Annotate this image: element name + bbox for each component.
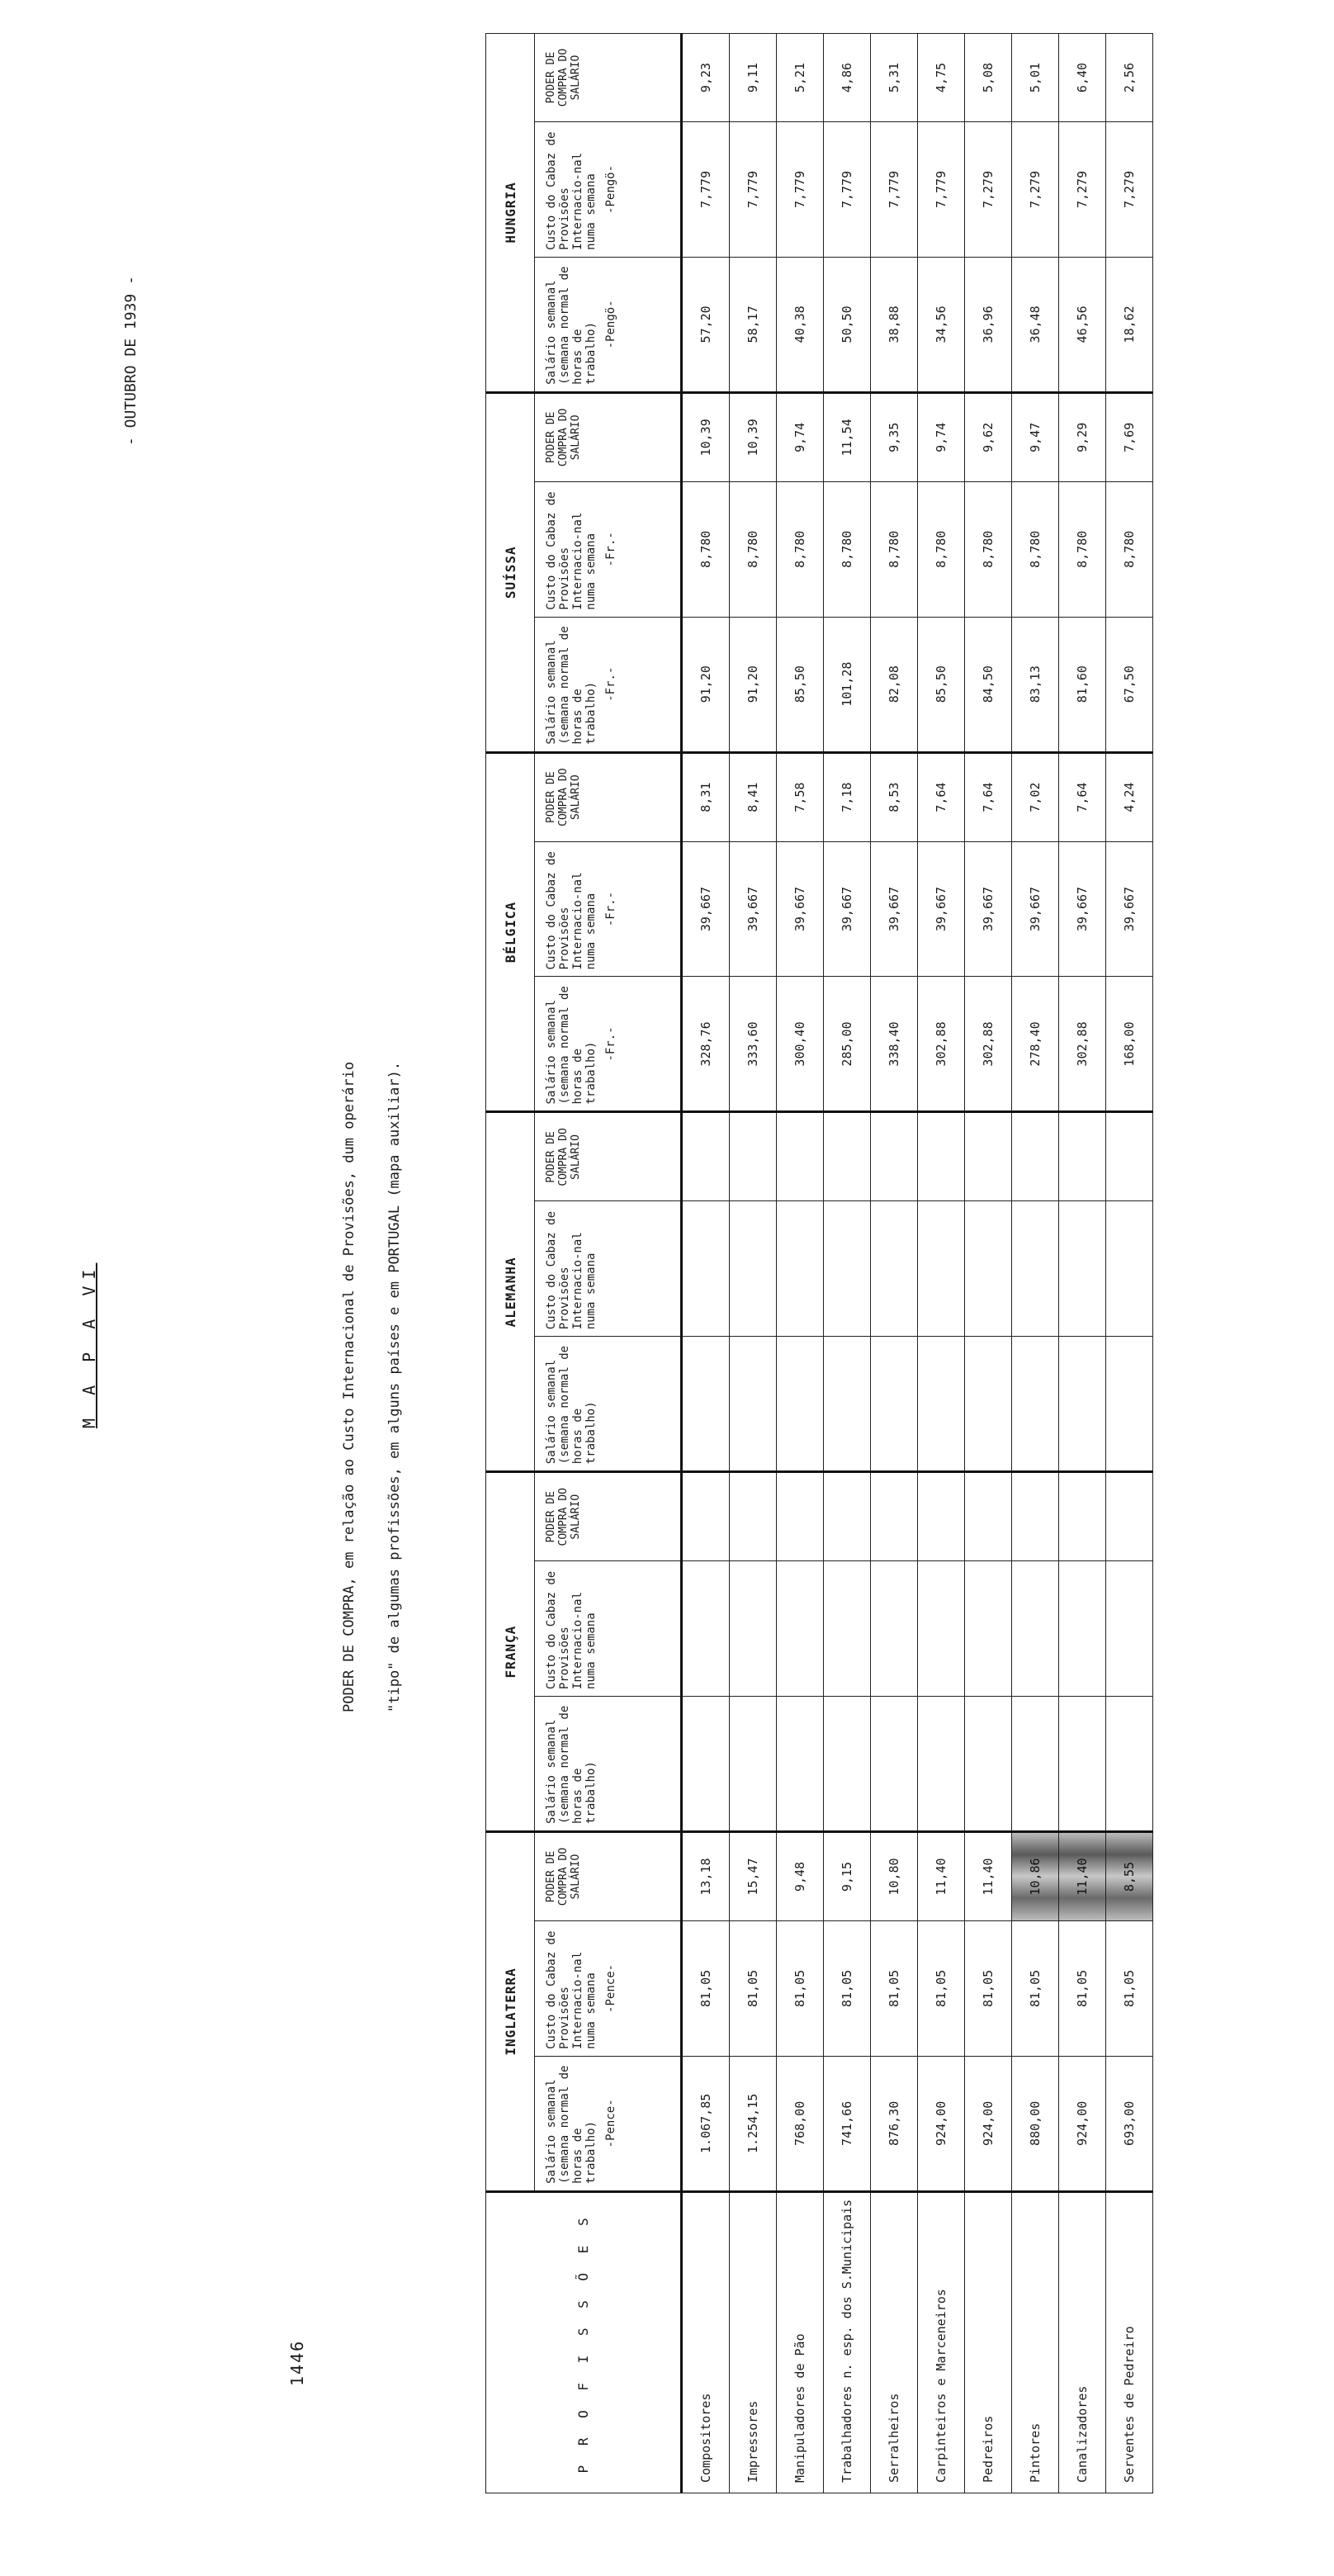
- value-cell: [1012, 1201, 1059, 1337]
- value-cell: [730, 1201, 777, 1337]
- value-cell: [1106, 1697, 1153, 1832]
- purchasing-power-table: [485, 33, 1153, 2493]
- value-cell: [918, 1112, 965, 1201]
- value-cell: [730, 1697, 777, 1832]
- value-cell: [918, 1697, 965, 1832]
- value-cell: 9,62: [965, 392, 1012, 481]
- value-cell: 81,05: [824, 1921, 871, 2057]
- value-cell: 81,05: [1012, 1921, 1059, 2057]
- value-cell: [871, 1112, 918, 1201]
- value-cell: 81,05: [777, 1921, 824, 2057]
- column-header-label: Custo do Cabaz de Provisões Internacio-nal numa semana: [545, 1570, 598, 1690]
- column-header-label: PODER DE COMPRA DO SALÁRIO: [545, 768, 582, 826]
- rotated-content: [40, 33, 1294, 2543]
- value-cell: 278,40: [1012, 977, 1059, 1112]
- value-cell: 39,667: [871, 841, 918, 977]
- value-cell: [730, 1337, 777, 1472]
- column-unit: -Pence-: [604, 1963, 617, 2013]
- value-cell: 7,64: [965, 752, 1012, 841]
- value-cell: [777, 1561, 824, 1697]
- table-row: [777, 34, 824, 2493]
- value-cell: 768,00: [777, 2056, 824, 2191]
- value-cell: [871, 1561, 918, 1697]
- value-cell: 924,00: [1059, 2056, 1106, 2191]
- value-cell: 13,18: [682, 1832, 730, 1921]
- column-unit: -Fr.-: [604, 666, 617, 702]
- value-cell: 85,50: [777, 617, 824, 752]
- value-cell: 2,56: [1106, 34, 1153, 122]
- value-cell: 9,15: [824, 1832, 871, 1921]
- value-cell: [918, 1561, 965, 1697]
- table-row: [965, 34, 1012, 2493]
- value-cell: 7,779: [682, 122, 730, 258]
- value-cell: [1012, 1337, 1059, 1472]
- value-cell: 8,780: [730, 481, 777, 617]
- value-cell: 11,40: [1059, 1832, 1106, 1921]
- country-header-row: [486, 34, 535, 2493]
- value-cell: [965, 1112, 1012, 1201]
- table-row: [918, 34, 965, 2493]
- value-cell: 34,56: [918, 257, 965, 392]
- value-cell: 81,05: [871, 1921, 918, 2057]
- value-cell: 7,279: [1106, 122, 1153, 258]
- title-line-1: PODER DE COMPRA, em relação ao Custo Internacional de Provisões, dum operário: [341, 1061, 357, 1712]
- value-cell: 5,08: [965, 34, 1012, 122]
- value-cell: 7,279: [1059, 122, 1106, 258]
- profession-name: Serralheiros: [871, 2191, 918, 2493]
- value-cell: [777, 1201, 824, 1337]
- value-cell: [1059, 1112, 1106, 1201]
- value-cell: 1.254,15: [730, 2056, 777, 2191]
- value-cell: 67,50: [1106, 617, 1153, 752]
- value-cell: 39,667: [824, 841, 871, 977]
- value-cell: 8,53: [871, 752, 918, 841]
- value-cell: [1106, 1201, 1153, 1337]
- value-cell: [824, 1472, 871, 1561]
- table-row: [1012, 34, 1059, 2493]
- table-row: [871, 34, 918, 2493]
- value-cell: [1012, 1561, 1059, 1697]
- column-header-poder: [535, 1832, 682, 1921]
- country-header-franca: FRANÇA: [486, 1472, 535, 1832]
- value-cell: 7,779: [730, 122, 777, 258]
- value-cell: [1106, 1337, 1153, 1472]
- value-cell: [1059, 1697, 1106, 1832]
- value-cell: [824, 1697, 871, 1832]
- value-cell: 8,780: [777, 481, 824, 617]
- country-header-belgica: BÉLGICA: [486, 752, 535, 1112]
- value-cell: [824, 1561, 871, 1697]
- table-row: [824, 34, 871, 2493]
- column-header-label: Custo do Cabaz de Provisões Internacio-nal numa semana: [545, 131, 598, 250]
- column-header-label: Custo do Cabaz de Provisões Internacio-nal numa semana: [545, 491, 598, 610]
- value-cell: 8,780: [1059, 481, 1106, 617]
- value-cell: 10,86: [1012, 1832, 1059, 1921]
- value-cell: 8,780: [1106, 481, 1153, 617]
- value-cell: 81,60: [1059, 617, 1106, 752]
- value-cell: 5,21: [777, 34, 824, 122]
- value-cell: 91,20: [682, 617, 730, 752]
- value-cell: [871, 1472, 918, 1561]
- profession-name: Pintores: [1012, 2191, 1059, 2493]
- value-cell: 7,779: [777, 122, 824, 258]
- profession-name: Trabalhadores n. esp. dos S.Municipais: [824, 2191, 871, 2493]
- value-cell: 7,58: [777, 752, 824, 841]
- value-cell: 39,667: [965, 841, 1012, 977]
- value-cell: [1012, 1472, 1059, 1561]
- column-header-poder: [535, 752, 682, 841]
- value-cell: [682, 1472, 730, 1561]
- value-cell: 9,48: [777, 1832, 824, 1921]
- value-cell: 168,00: [1106, 977, 1153, 1112]
- value-cell: 38,88: [871, 257, 918, 392]
- value-cell: [730, 1561, 777, 1697]
- value-cell: 11,40: [918, 1832, 965, 1921]
- value-cell: 285,00: [824, 977, 871, 1112]
- value-cell: 39,667: [918, 841, 965, 977]
- value-cell: [918, 1337, 965, 1472]
- value-cell: 8,780: [824, 481, 871, 617]
- value-cell: 9,23: [682, 34, 730, 122]
- column-header-salario: [535, 977, 682, 1112]
- value-cell: 7,69: [1106, 392, 1153, 481]
- column-header-label: PODER DE COMPRA DO SALÁRIO: [545, 48, 582, 107]
- value-cell: [730, 1472, 777, 1561]
- value-cell: [965, 1697, 1012, 1832]
- value-cell: 85,50: [918, 617, 965, 752]
- value-cell: 302,88: [1059, 977, 1106, 1112]
- column-header-custo: [535, 1201, 682, 1337]
- column-header-salario: [535, 2056, 682, 2191]
- value-cell: 82,08: [871, 617, 918, 752]
- column-header-salario: [535, 617, 682, 752]
- value-cell: 8,41: [730, 752, 777, 841]
- table-body: [682, 34, 1153, 2493]
- value-cell: [682, 1337, 730, 1472]
- value-cell: [1106, 1561, 1153, 1697]
- value-cell: 876,30: [871, 2056, 918, 2191]
- column-header-label: Custo do Cabaz de Provisões Internacio-nal numa semana: [545, 1210, 598, 1330]
- value-cell: 40,38: [777, 257, 824, 392]
- value-cell: 39,667: [1012, 841, 1059, 977]
- value-cell: 8,780: [965, 481, 1012, 617]
- value-cell: 9,47: [1012, 392, 1059, 481]
- value-cell: 302,88: [965, 977, 1012, 1112]
- profession-name: Serventes de Pedreiro: [1106, 2191, 1153, 2493]
- profession-name: Impressores: [730, 2191, 777, 2493]
- value-cell: 39,667: [682, 841, 730, 977]
- value-cell: 91,20: [730, 617, 777, 752]
- column-header-custo: [535, 841, 682, 977]
- value-cell: 8,780: [918, 481, 965, 617]
- profession-name: Compositores: [682, 2191, 730, 2493]
- value-cell: 8,780: [682, 481, 730, 617]
- value-cell: [871, 1337, 918, 1472]
- value-cell: 693,00: [1106, 2056, 1153, 2191]
- value-cell: 18,62: [1106, 257, 1153, 392]
- value-cell: 333,60: [730, 977, 777, 1112]
- value-cell: 81,05: [682, 1921, 730, 2057]
- value-cell: 11,40: [965, 1832, 1012, 1921]
- value-cell: 9,74: [777, 392, 824, 481]
- column-unit: -Pengö-: [604, 164, 617, 214]
- value-cell: [824, 1337, 871, 1472]
- value-cell: 58,17: [730, 257, 777, 392]
- column-unit: -Fr.-: [604, 532, 617, 567]
- value-cell: 6,40: [1059, 34, 1106, 122]
- column-header-label: Salário semanal (semana normal de horas de trabalho): [545, 986, 598, 1105]
- value-cell: 101,28: [824, 617, 871, 752]
- value-cell: 39,667: [1106, 841, 1153, 977]
- value-cell: 924,00: [918, 2056, 965, 2191]
- value-cell: 5,01: [1012, 34, 1059, 122]
- value-cell: [871, 1201, 918, 1337]
- value-cell: 7,64: [1059, 752, 1106, 841]
- value-cell: 8,55: [1106, 1832, 1153, 1921]
- value-cell: 39,667: [1059, 841, 1106, 977]
- value-cell: 8,780: [871, 481, 918, 617]
- value-cell: 7,779: [824, 122, 871, 258]
- value-cell: [965, 1561, 1012, 1697]
- column-header-custo: [535, 1921, 682, 2057]
- column-header-label: PODER DE COMPRA DO SALÁRIO: [545, 1488, 582, 1546]
- value-cell: 10,80: [871, 1832, 918, 1921]
- value-cell: 924,00: [965, 2056, 1012, 2191]
- value-cell: 11,54: [824, 392, 871, 481]
- value-cell: 338,40: [871, 977, 918, 1112]
- value-cell: 880,00: [1012, 2056, 1059, 2191]
- column-header-poder: [535, 392, 682, 481]
- value-cell: 81,05: [918, 1921, 965, 2057]
- profession-name: Pedreiros: [965, 2191, 1012, 2493]
- column-unit: -Fr.-: [604, 891, 617, 927]
- table-row: [1059, 34, 1106, 2493]
- country-header-alemanha: ALEMANHA: [486, 1112, 535, 1472]
- column-header-custo: [535, 481, 682, 617]
- value-cell: 15,47: [730, 1832, 777, 1921]
- value-cell: 81,05: [1059, 1921, 1106, 2057]
- value-cell: [1012, 1112, 1059, 1201]
- value-cell: 9,74: [918, 392, 965, 481]
- value-cell: [965, 1337, 1012, 1472]
- value-cell: 302,88: [918, 977, 965, 1112]
- value-cell: 81,05: [730, 1921, 777, 2057]
- value-cell: 83,13: [1012, 617, 1059, 752]
- value-cell: [1106, 1112, 1153, 1201]
- value-cell: [1012, 1697, 1059, 1832]
- value-cell: 8,31: [682, 752, 730, 841]
- column-header-label: PODER DE COMPRA DO SALÁRIO: [545, 1847, 582, 1906]
- country-header-hungria: HUNGRIA: [486, 34, 535, 393]
- column-header-custo: [535, 1561, 682, 1697]
- value-cell: [918, 1472, 965, 1561]
- value-cell: 7,64: [918, 752, 965, 841]
- value-cell: 1.067,85: [682, 2056, 730, 2191]
- profession-name: Carpinteiros e Marceneiros: [918, 2191, 965, 2493]
- column-header-row: [535, 34, 682, 2493]
- value-cell: 10,39: [682, 392, 730, 481]
- value-cell: 328,76: [682, 977, 730, 1112]
- value-cell: 36,96: [965, 257, 1012, 392]
- value-cell: 9,29: [1059, 392, 1106, 481]
- value-cell: [777, 1472, 824, 1561]
- column-header-label: Salário semanal (semana normal de horas de trabalho): [545, 266, 598, 385]
- value-cell: 9,35: [871, 392, 918, 481]
- value-cell: 7,02: [1012, 752, 1059, 841]
- value-cell: 4,86: [824, 34, 871, 122]
- column-header-poder: [535, 34, 682, 122]
- column-unit: -Fr.-: [604, 1026, 617, 1062]
- profession-name: Manipuladores de Pão: [777, 2191, 824, 2493]
- table-row: [682, 34, 730, 2493]
- table-row: [730, 34, 777, 2493]
- value-cell: [965, 1472, 1012, 1561]
- value-cell: 7,18: [824, 752, 871, 841]
- value-cell: 4,24: [1106, 752, 1153, 841]
- value-cell: [1059, 1561, 1106, 1697]
- value-cell: 9,11: [730, 34, 777, 122]
- value-cell: 46,56: [1059, 257, 1106, 392]
- column-header-salario: [535, 1337, 682, 1472]
- value-cell: 300,40: [777, 977, 824, 1112]
- value-cell: [777, 1112, 824, 1201]
- column-header-label: Salário semanal (semana normal de horas de trabalho): [545, 1345, 598, 1465]
- value-cell: [824, 1201, 871, 1337]
- country-header-suissa: SUÍSSA: [486, 392, 535, 752]
- value-cell: 7,279: [1012, 122, 1059, 258]
- value-cell: 10,39: [730, 392, 777, 481]
- value-cell: 84,50: [965, 617, 1012, 752]
- table-row: [1106, 34, 1153, 2493]
- value-cell: [777, 1337, 824, 1472]
- value-cell: [1059, 1201, 1106, 1337]
- value-cell: [1059, 1472, 1106, 1561]
- value-cell: [1059, 1337, 1106, 1472]
- value-cell: 741,66: [824, 2056, 871, 2191]
- value-cell: [871, 1697, 918, 1832]
- value-cell: 39,667: [730, 841, 777, 977]
- value-cell: 81,05: [1106, 1921, 1153, 2057]
- value-cell: [777, 1697, 824, 1832]
- value-cell: [730, 1112, 777, 1201]
- column-header-label: Salário semanal (semana normal de horas de trabalho): [545, 1705, 598, 1825]
- title-line-2: "tipo" de algumas profissões, em alguns países e em PORTUGAL (mapa auxiliar).: [386, 1061, 403, 1712]
- column-header-label: Salário semanal (semana normal de horas de trabalho): [545, 2065, 598, 2184]
- value-cell: 50,50: [824, 257, 871, 392]
- value-cell: 7,279: [965, 122, 1012, 258]
- column-header-poder: [535, 1112, 682, 1201]
- column-unit: -Pence-: [604, 2099, 617, 2148]
- value-cell: [965, 1201, 1012, 1337]
- value-cell: 4,75: [918, 34, 965, 122]
- column-header-salario: [535, 1697, 682, 1832]
- professions-header: P R O F I S S Õ E S: [486, 2191, 682, 2493]
- value-cell: [682, 1112, 730, 1201]
- value-cell: [682, 1201, 730, 1337]
- column-unit: -Pengö-: [604, 300, 617, 349]
- date-line: - OUTUBRO DE 1939 -: [122, 276, 140, 446]
- column-header-label: Custo do Cabaz de Provisões Internacio-nal numa semana: [545, 1930, 598, 2049]
- page-number: 1446: [287, 2339, 307, 2386]
- value-cell: [682, 1561, 730, 1697]
- value-cell: 8,780: [1012, 481, 1059, 617]
- column-header-label: PODER DE COMPRA DO SALÁRIO: [545, 408, 582, 467]
- value-cell: [824, 1112, 871, 1201]
- value-cell: 7,779: [918, 122, 965, 258]
- map-title: M A P A VI: [79, 1262, 99, 1428]
- value-cell: [682, 1697, 730, 1832]
- value-cell: [918, 1201, 965, 1337]
- value-cell: [1106, 1472, 1153, 1561]
- value-cell: 39,667: [777, 841, 824, 977]
- value-cell: 36,48: [1012, 257, 1059, 392]
- value-cell: 7,779: [871, 122, 918, 258]
- value-cell: 81,05: [965, 1921, 1012, 2057]
- column-header-custo: [535, 122, 682, 258]
- column-header-salario: [535, 257, 682, 392]
- country-header-inglaterra: INGLATERRA: [486, 1832, 535, 2192]
- value-cell: 5,31: [871, 34, 918, 122]
- value-cell: 57,20: [682, 257, 730, 392]
- column-header-poder: [535, 1472, 682, 1561]
- column-header-label: PODER DE COMPRA DO SALÁRIO: [545, 1128, 582, 1186]
- column-header-label: Custo do Cabaz de Provisões Internacio-nal numa semana: [545, 851, 598, 970]
- column-header-label: Salário semanal (semana normal de horas de trabalho): [545, 626, 598, 745]
- profession-name: Canalizadores: [1059, 2191, 1106, 2493]
